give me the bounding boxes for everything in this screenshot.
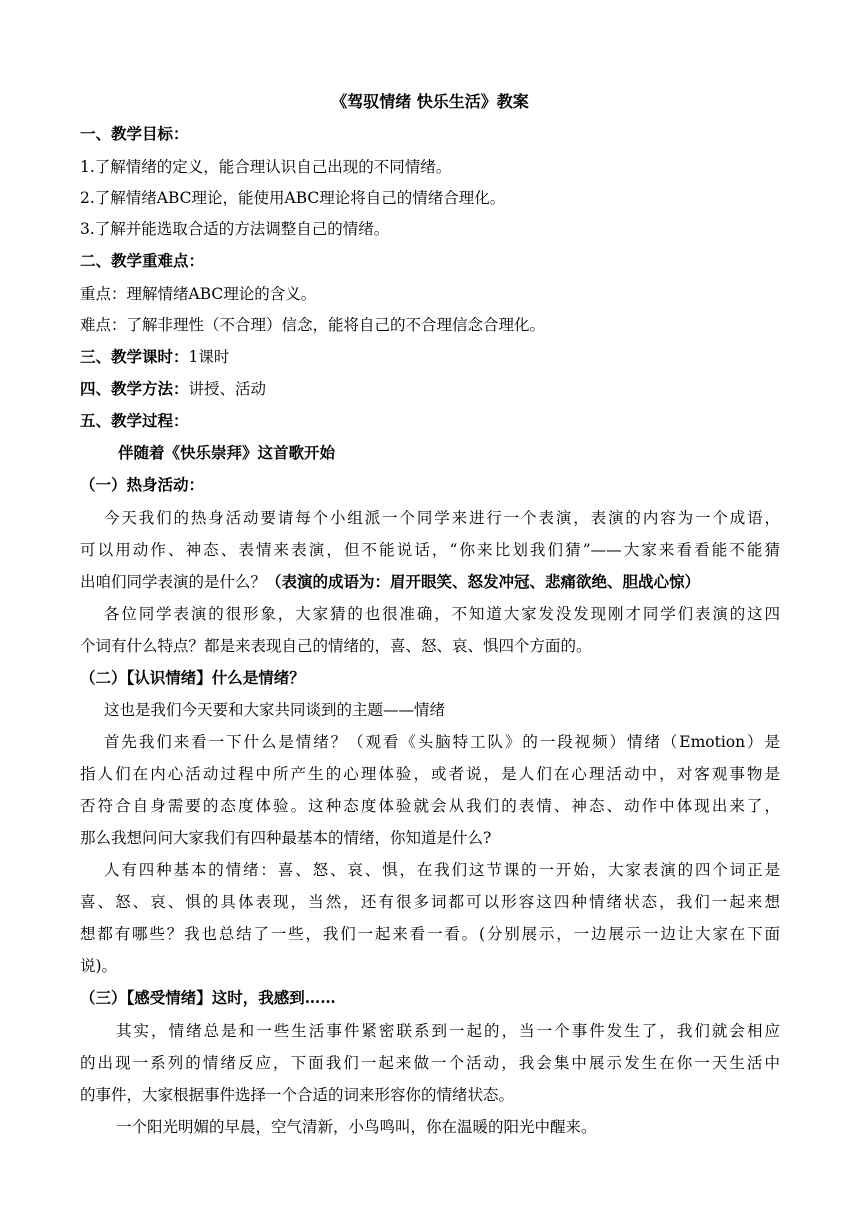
paragraph-line: 个词有什么特点？都是来表现自己的情绪的，喜、怒、哀、惧四个方面的。 <box>80 637 592 655</box>
paragraph-line: 一个阳光明媚的早晨，空气清新，小鸟鸣叫，你在温暖的阳光中醒来。 <box>116 1118 597 1136</box>
goal-1: 1.了解情绪的定义，能合理认识自己出现的不同情绪。 <box>80 158 452 176</box>
paragraph-line: 说)。 <box>80 957 118 975</box>
paragraph-line: 想都有哪些？我也总结了一些，我们一起来看一看。(分别展示，一边展示一边让大家在下面 <box>80 925 780 943</box>
section-heading-method: 四、教学方法： <box>80 379 189 398</box>
part-1-heading: （一）热身活动： <box>80 475 205 494</box>
paragraph-line: 否符合自身需要的态度体验。这种态度体验就会从我们的表情、神态、动作中体现出来了， <box>80 797 780 815</box>
lesson-hours-value: 1课时 <box>188 348 230 366</box>
section-heading-key-points: 二、教学重难点： <box>80 251 205 270</box>
section-heading-hours: 三、教学课时： <box>80 347 189 366</box>
paragraph-line: 今天我们的热身活动要请每个小组派一个同学来进行一个表演，表演的内容为一个成语， <box>104 509 780 527</box>
paragraph-line: 其实，情绪总是和一些生活事件紧密联系到一起的，当一个事件发生了，我们就会相应 <box>116 1022 780 1040</box>
part-3-heading: （三）【感受情绪】这时，我感到…… <box>80 988 336 1007</box>
section-heading-goals: 一、教学目标： <box>80 124 189 143</box>
key-point: 重点：理解情绪ABC理论的含义。 <box>80 285 317 303</box>
difficult-point: 难点：了解非理性（不合理）信念，能将自己的不合理信念合理化。 <box>80 316 546 334</box>
paragraph-line: 那么我想问问大家我们有四种最基本的情绪，你知道是什么? <box>80 829 492 847</box>
paragraph-line: 可以用动作、神态、表情来表演，但不能说话，“你来比划我们猜”——大家来看看能不能猜 <box>80 541 780 559</box>
document-title: 《驾驭情绪 快乐生活》教案 <box>331 92 529 111</box>
paragraph-line: 人有四种基本的情绪：喜、怒、哀、惧，在我们这节课的一开始，大家表演的四个词正是 <box>104 861 780 879</box>
paragraph-line: 各位同学表演的很形象，大家猜的也很准确，不知道大家发没发现刚才同学们表演的这四 <box>104 605 780 623</box>
goal-3: 3.了解并能选取合适的方法调整自己的情绪。 <box>80 220 390 238</box>
lesson-hours-line <box>80 347 860 367</box>
teaching-method-value: 讲授、活动 <box>188 380 267 398</box>
goal-2: 2.了解情绪ABC理论，能使用ABC理论将自己的情绪合理化。 <box>80 189 506 207</box>
performance-question: 出咱们同学表演的是什么？ <box>80 573 267 591</box>
paragraph-line: 的出现一系列的情绪反应，下面我们一起来做一个活动，我会集中展示发生在你一天生活中 <box>80 1054 780 1072</box>
opening-song: 伴随着《快乐崇拜》这首歌开始 <box>118 443 336 462</box>
paragraph-line: 的事件，大家根据事件选择一个合适的词来形容你的情绪状态。 <box>80 1086 515 1104</box>
paragraph-line: 喜、怒、哀、惧的具体表现，当然，还有很多词都可以形容这四种情绪状态，我们一起来想 <box>80 893 780 911</box>
paragraph-line: 指人们在内心活动过程中所产生的心理体验，或者说，是人们在心理活动中，对客观事物是 <box>80 765 780 783</box>
paragraph-line: 这也是我们今天要和大家共同谈到的主题——情绪 <box>104 701 446 719</box>
idioms-note: （表演的成语为：眉开眼笑、怒发冲冠、悲痛欲绝、胆战心惊） <box>266 572 701 591</box>
teaching-method-line <box>80 379 860 399</box>
paragraph-line <box>80 572 860 592</box>
part-2-heading: （二）【认识情绪】什么是情绪？ <box>80 668 305 687</box>
paragraph-line: 首先我们来看一下什么是情绪？（观看《头脑特工队》的一段视频）情绪（Emotion）是 <box>104 733 780 751</box>
section-heading-process: 五、教学过程： <box>80 411 189 430</box>
